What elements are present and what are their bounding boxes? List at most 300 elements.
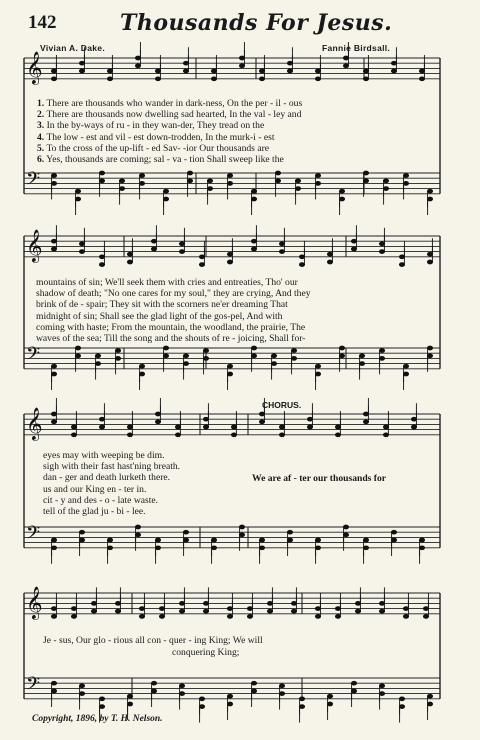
note-head (203, 357, 208, 361)
chorus-line: Je - sus, Our glo - rious all con - quer - ing King; We will (43, 635, 263, 646)
note-head (315, 364, 320, 368)
note-head (79, 242, 84, 246)
note-head (227, 615, 232, 619)
note-head (379, 692, 384, 696)
note-head (71, 425, 76, 429)
note-head (51, 689, 56, 693)
note-head (127, 433, 132, 437)
note-head (279, 684, 284, 688)
note-head (379, 609, 384, 613)
chorus-line-alt: conquering King; (172, 647, 240, 658)
note-head (107, 77, 112, 81)
verse-line: sigh with their fast hast'ning breath. (43, 461, 181, 473)
note-head (299, 705, 304, 709)
note-head (51, 681, 56, 685)
note-head (343, 533, 348, 537)
note-head (155, 69, 160, 73)
note-head (199, 697, 204, 701)
note-head (75, 354, 80, 358)
note-head (127, 425, 132, 429)
note-head (51, 174, 56, 178)
note-head (163, 197, 168, 201)
verse-line: waves of the sea; Till the song and the shouts of re - joicing, Shall for- (36, 333, 306, 345)
note-head (179, 250, 184, 254)
verse-block-2 (36, 277, 311, 344)
note-head (259, 546, 264, 550)
note-head (107, 538, 112, 542)
note-head (363, 77, 368, 81)
note-head (71, 615, 76, 619)
verse-line: 3. In the by-ways of ru - in they wan-der, They tread on the (37, 120, 265, 132)
note-head (247, 607, 252, 611)
note-head (203, 417, 208, 421)
note-head (339, 346, 344, 350)
note-head (251, 189, 256, 193)
verse-line: brink of de - spair; They sit with the scorners ne'er dreaming That (36, 299, 288, 311)
note-head (119, 187, 124, 191)
note-head (391, 69, 396, 73)
verse-line: 6. Yes, thousands are coming; sal - va - tion Shall sweep like the (37, 154, 284, 166)
note-head (115, 602, 120, 606)
note-head (51, 364, 56, 368)
verse-line: midnight of sin; Shall see the glad light of the gos-pel, And with (36, 310, 283, 322)
note-head (287, 538, 292, 542)
note-head (271, 362, 276, 366)
note-head (427, 189, 432, 193)
note-head (427, 252, 432, 256)
verse-line: tell of the glad ju - bi - lee. (43, 506, 146, 518)
note-head (399, 705, 404, 709)
note-head (151, 239, 156, 243)
note-head (139, 615, 144, 619)
note-head (335, 425, 340, 429)
note-head (327, 260, 332, 264)
note-head (355, 602, 360, 606)
note-head (343, 525, 348, 529)
note-head (411, 425, 416, 429)
note-head (363, 546, 368, 550)
note-head (427, 197, 432, 201)
note-head (79, 530, 84, 534)
note-head (227, 174, 232, 178)
note-head (279, 242, 284, 246)
note-head (151, 247, 156, 251)
note-head (79, 61, 84, 65)
note-head (239, 533, 244, 537)
note-head (175, 425, 180, 429)
note-head (183, 354, 188, 358)
note-head (251, 346, 256, 350)
note-head (391, 61, 396, 65)
note-head (419, 69, 424, 73)
note-head (179, 242, 184, 246)
note-head (279, 250, 284, 254)
note-head (51, 69, 56, 73)
note-head (339, 197, 344, 201)
note-head (315, 546, 320, 550)
note-head (291, 609, 296, 613)
note-head (351, 247, 356, 251)
note-head (315, 372, 320, 376)
note-head (399, 697, 404, 701)
note-head (259, 77, 264, 81)
note-head (391, 530, 396, 534)
note-head (203, 602, 208, 606)
note-head (343, 64, 348, 68)
note-head (95, 362, 100, 366)
note-head (359, 354, 364, 358)
note-head (127, 260, 132, 264)
note-head (343, 56, 348, 60)
note-head (151, 681, 156, 685)
verse-block-1 (37, 98, 302, 165)
note-head (51, 607, 56, 611)
note-head (135, 533, 140, 537)
note-head (139, 364, 144, 368)
note-head (427, 346, 432, 350)
note-head (427, 260, 432, 264)
note-head (251, 239, 256, 243)
note-head (91, 602, 96, 606)
note-head (187, 171, 192, 175)
note-head (287, 61, 292, 65)
note-head (51, 546, 56, 550)
verse-line: mountains of sin; We'll seek them with cries and entreaties, Tho' our (36, 277, 298, 288)
note-head (299, 255, 304, 259)
note-head (51, 77, 56, 81)
note-head (335, 433, 340, 437)
note-head (139, 182, 144, 186)
note-head (315, 615, 320, 619)
note-head (95, 354, 100, 358)
note-head (115, 349, 120, 353)
note-head (155, 546, 160, 550)
note-head (363, 420, 368, 424)
note-head (199, 263, 204, 267)
note-head (227, 364, 232, 368)
note-head (227, 702, 232, 706)
note-head (227, 372, 232, 376)
note-head (427, 702, 432, 706)
note-head (75, 197, 80, 201)
note-head (51, 247, 56, 251)
note-head (227, 182, 232, 186)
note-head (107, 69, 112, 73)
note-head (79, 250, 84, 254)
chorus-label: CHORUS. (262, 400, 302, 410)
note-head (327, 702, 332, 706)
note-head (163, 346, 168, 350)
note-head (99, 255, 104, 259)
note-head (351, 689, 356, 693)
note-head (259, 420, 264, 424)
note-head (155, 538, 160, 542)
note-head (203, 425, 208, 429)
note-head (139, 174, 144, 178)
note-head (267, 609, 272, 613)
note-head (79, 69, 84, 73)
note-head (99, 697, 104, 701)
note-head (247, 615, 252, 619)
note-head (127, 252, 132, 256)
note-head (423, 615, 428, 619)
treble-clef: 𝄞 (26, 407, 43, 440)
treble-clef: 𝄞 (26, 51, 43, 84)
note-head (51, 239, 56, 243)
copyright-notice: Copyright, 1896, by T. H. Nelson. (32, 714, 163, 724)
note-head (179, 692, 184, 696)
note-head (231, 425, 236, 429)
note-head (231, 433, 236, 437)
note-head (399, 255, 404, 259)
note-head (363, 412, 368, 416)
note-head (211, 69, 216, 73)
note-head (71, 433, 76, 437)
verse-line: 1. There are thousands who wander in dark-ness, On the per - il - ous (37, 98, 303, 109)
note-head (211, 538, 216, 542)
note-head (227, 260, 232, 264)
verse-line: us and our King en - ter in. (43, 483, 147, 495)
note-head (419, 538, 424, 542)
note-head (351, 681, 356, 685)
note-head (327, 694, 332, 698)
note-head (307, 425, 312, 429)
note-head (179, 602, 184, 606)
bass-clef: 𝄢 (26, 344, 41, 369)
note-head (363, 179, 368, 183)
note-head (259, 538, 264, 542)
note-head (127, 702, 132, 706)
note-head (391, 538, 396, 542)
note-head (155, 412, 160, 416)
note-head (315, 607, 320, 611)
bass-clef: 𝄢 (26, 523, 41, 548)
note-head (275, 171, 280, 175)
note-head (383, 187, 388, 191)
note-head (403, 364, 408, 368)
note-head (339, 189, 344, 193)
note-head (267, 602, 272, 606)
note-head (127, 694, 132, 698)
treble-clef: 𝄞 (26, 586, 43, 619)
note-head (403, 615, 408, 619)
note-head (291, 357, 296, 361)
note-head (251, 689, 256, 693)
note-head (163, 354, 168, 358)
note-head (339, 354, 344, 358)
note-head (179, 609, 184, 613)
note-head (363, 69, 368, 73)
note-head (403, 182, 408, 186)
verse-block-3 (43, 450, 180, 517)
note-head (279, 433, 284, 437)
verse-line: 5. To the cross of the up-lift - ed Sav- -ior Our thousands are (37, 142, 270, 154)
note-head (51, 182, 56, 186)
note-head (379, 602, 384, 606)
hymn-title: Thousands For Jesus. (120, 10, 393, 36)
note-head (259, 69, 264, 73)
note-head (79, 692, 84, 696)
note-head (199, 705, 204, 709)
note-head (299, 263, 304, 267)
note-head (423, 607, 428, 611)
note-head (183, 530, 188, 534)
verse-line: 4. The low - est and vil - est down-trodden, In the murk-i - est (37, 131, 275, 143)
verse-line: eyes may with weeping be dim. (43, 450, 165, 461)
note-head (211, 77, 216, 81)
note-head (239, 64, 244, 68)
note-head (135, 56, 140, 60)
note-head (119, 179, 124, 183)
note-head (163, 189, 168, 193)
note-head (403, 174, 408, 178)
note-head (427, 694, 432, 698)
note-head (315, 77, 320, 81)
note-head (279, 425, 284, 429)
note-head (427, 354, 432, 358)
note-head (295, 187, 300, 191)
note-head (379, 357, 384, 361)
note-head (91, 609, 96, 613)
note-head (183, 69, 188, 73)
note-head (99, 171, 104, 175)
verse-line: dan - ger and death lurketh there. (43, 472, 171, 484)
note-head (299, 697, 304, 701)
note-head (159, 607, 164, 611)
note-head (335, 615, 340, 619)
note-head (291, 349, 296, 353)
note-head (115, 357, 120, 361)
chorus-text: We are af - ter our thousands for (252, 473, 387, 484)
note-head (291, 602, 296, 606)
note-head (139, 607, 144, 611)
note-head (315, 538, 320, 542)
note-head (51, 372, 56, 376)
note-head (315, 174, 320, 178)
note-head (51, 538, 56, 542)
note-head (239, 56, 244, 60)
note-head (419, 77, 424, 81)
note-head (379, 250, 384, 254)
note-head (75, 346, 80, 350)
note-head (315, 182, 320, 186)
note-head (99, 417, 104, 421)
note-head (79, 684, 84, 688)
note-head (203, 609, 208, 613)
note-head (359, 362, 364, 366)
treble-clef: 𝄞 (26, 229, 43, 262)
note-head (251, 247, 256, 251)
note-head (107, 546, 112, 550)
note-head (259, 412, 264, 416)
note-head (403, 607, 408, 611)
note-head (363, 538, 368, 542)
note-head (51, 412, 56, 416)
note-head (419, 546, 424, 550)
verse-line: 2. There are thousands now dwelling sad hearted, In the val - ley and (37, 109, 302, 121)
note-head (79, 538, 84, 542)
note-head (183, 538, 188, 542)
note-head (383, 425, 388, 429)
note-head (315, 69, 320, 73)
note-head (99, 263, 104, 267)
note-head (271, 354, 276, 358)
note-head (379, 349, 384, 353)
note-head (207, 187, 212, 191)
note-head (175, 433, 180, 437)
note-head (99, 705, 104, 709)
note-head (139, 372, 144, 376)
note-head (155, 77, 160, 81)
note-head (179, 684, 184, 688)
note-head (403, 372, 408, 376)
note-head (287, 530, 292, 534)
note-head (199, 255, 204, 259)
note-head (99, 179, 104, 183)
note-head (135, 64, 140, 68)
note-head (287, 69, 292, 73)
note-head (159, 615, 164, 619)
verse-line: shadow of death; "No one cares for my soul," they are crying, And they (36, 288, 311, 300)
note-head (379, 242, 384, 246)
note-head (383, 433, 388, 437)
note-head (363, 171, 368, 175)
note-head (411, 417, 416, 421)
note-head (307, 417, 312, 421)
note-head (399, 263, 404, 267)
note-head (207, 179, 212, 183)
note-head (275, 179, 280, 183)
note-head (99, 425, 104, 429)
note-head (211, 546, 216, 550)
note-head (379, 684, 384, 688)
note-head (295, 179, 300, 183)
note-head (155, 420, 160, 424)
note-head (351, 239, 356, 243)
note-head (151, 689, 156, 693)
verse-line: coming with haste; From the mountain, the woodland, the prairie, The (36, 321, 306, 333)
page-number: 142 (28, 12, 57, 33)
note-head (227, 607, 232, 611)
note-head (183, 61, 188, 65)
note-head (51, 420, 56, 424)
note-head (71, 607, 76, 611)
note-head (203, 349, 208, 353)
note-head (279, 692, 284, 696)
note-head (335, 607, 340, 611)
note-head (327, 252, 332, 256)
note-head (383, 179, 388, 183)
bass-clef: 𝄢 (26, 169, 41, 194)
note-head (251, 354, 256, 358)
note-head (227, 694, 232, 698)
note-head (183, 362, 188, 366)
composer-credit: Fannie Birdsall. (322, 43, 391, 53)
verse-line: cit - y and des - o - late waste. (43, 494, 159, 506)
note-head (135, 525, 140, 529)
note-head (115, 609, 120, 613)
note-head (51, 615, 56, 619)
note-head (251, 681, 256, 685)
note-head (227, 252, 232, 256)
note-head (355, 609, 360, 613)
note-head (75, 189, 80, 193)
note-head (239, 525, 244, 529)
note-head (251, 197, 256, 201)
bass-clef: 𝄢 (26, 674, 41, 699)
note-head (187, 179, 192, 183)
lyricist-credit: Vivian A. Dake. (40, 43, 105, 53)
